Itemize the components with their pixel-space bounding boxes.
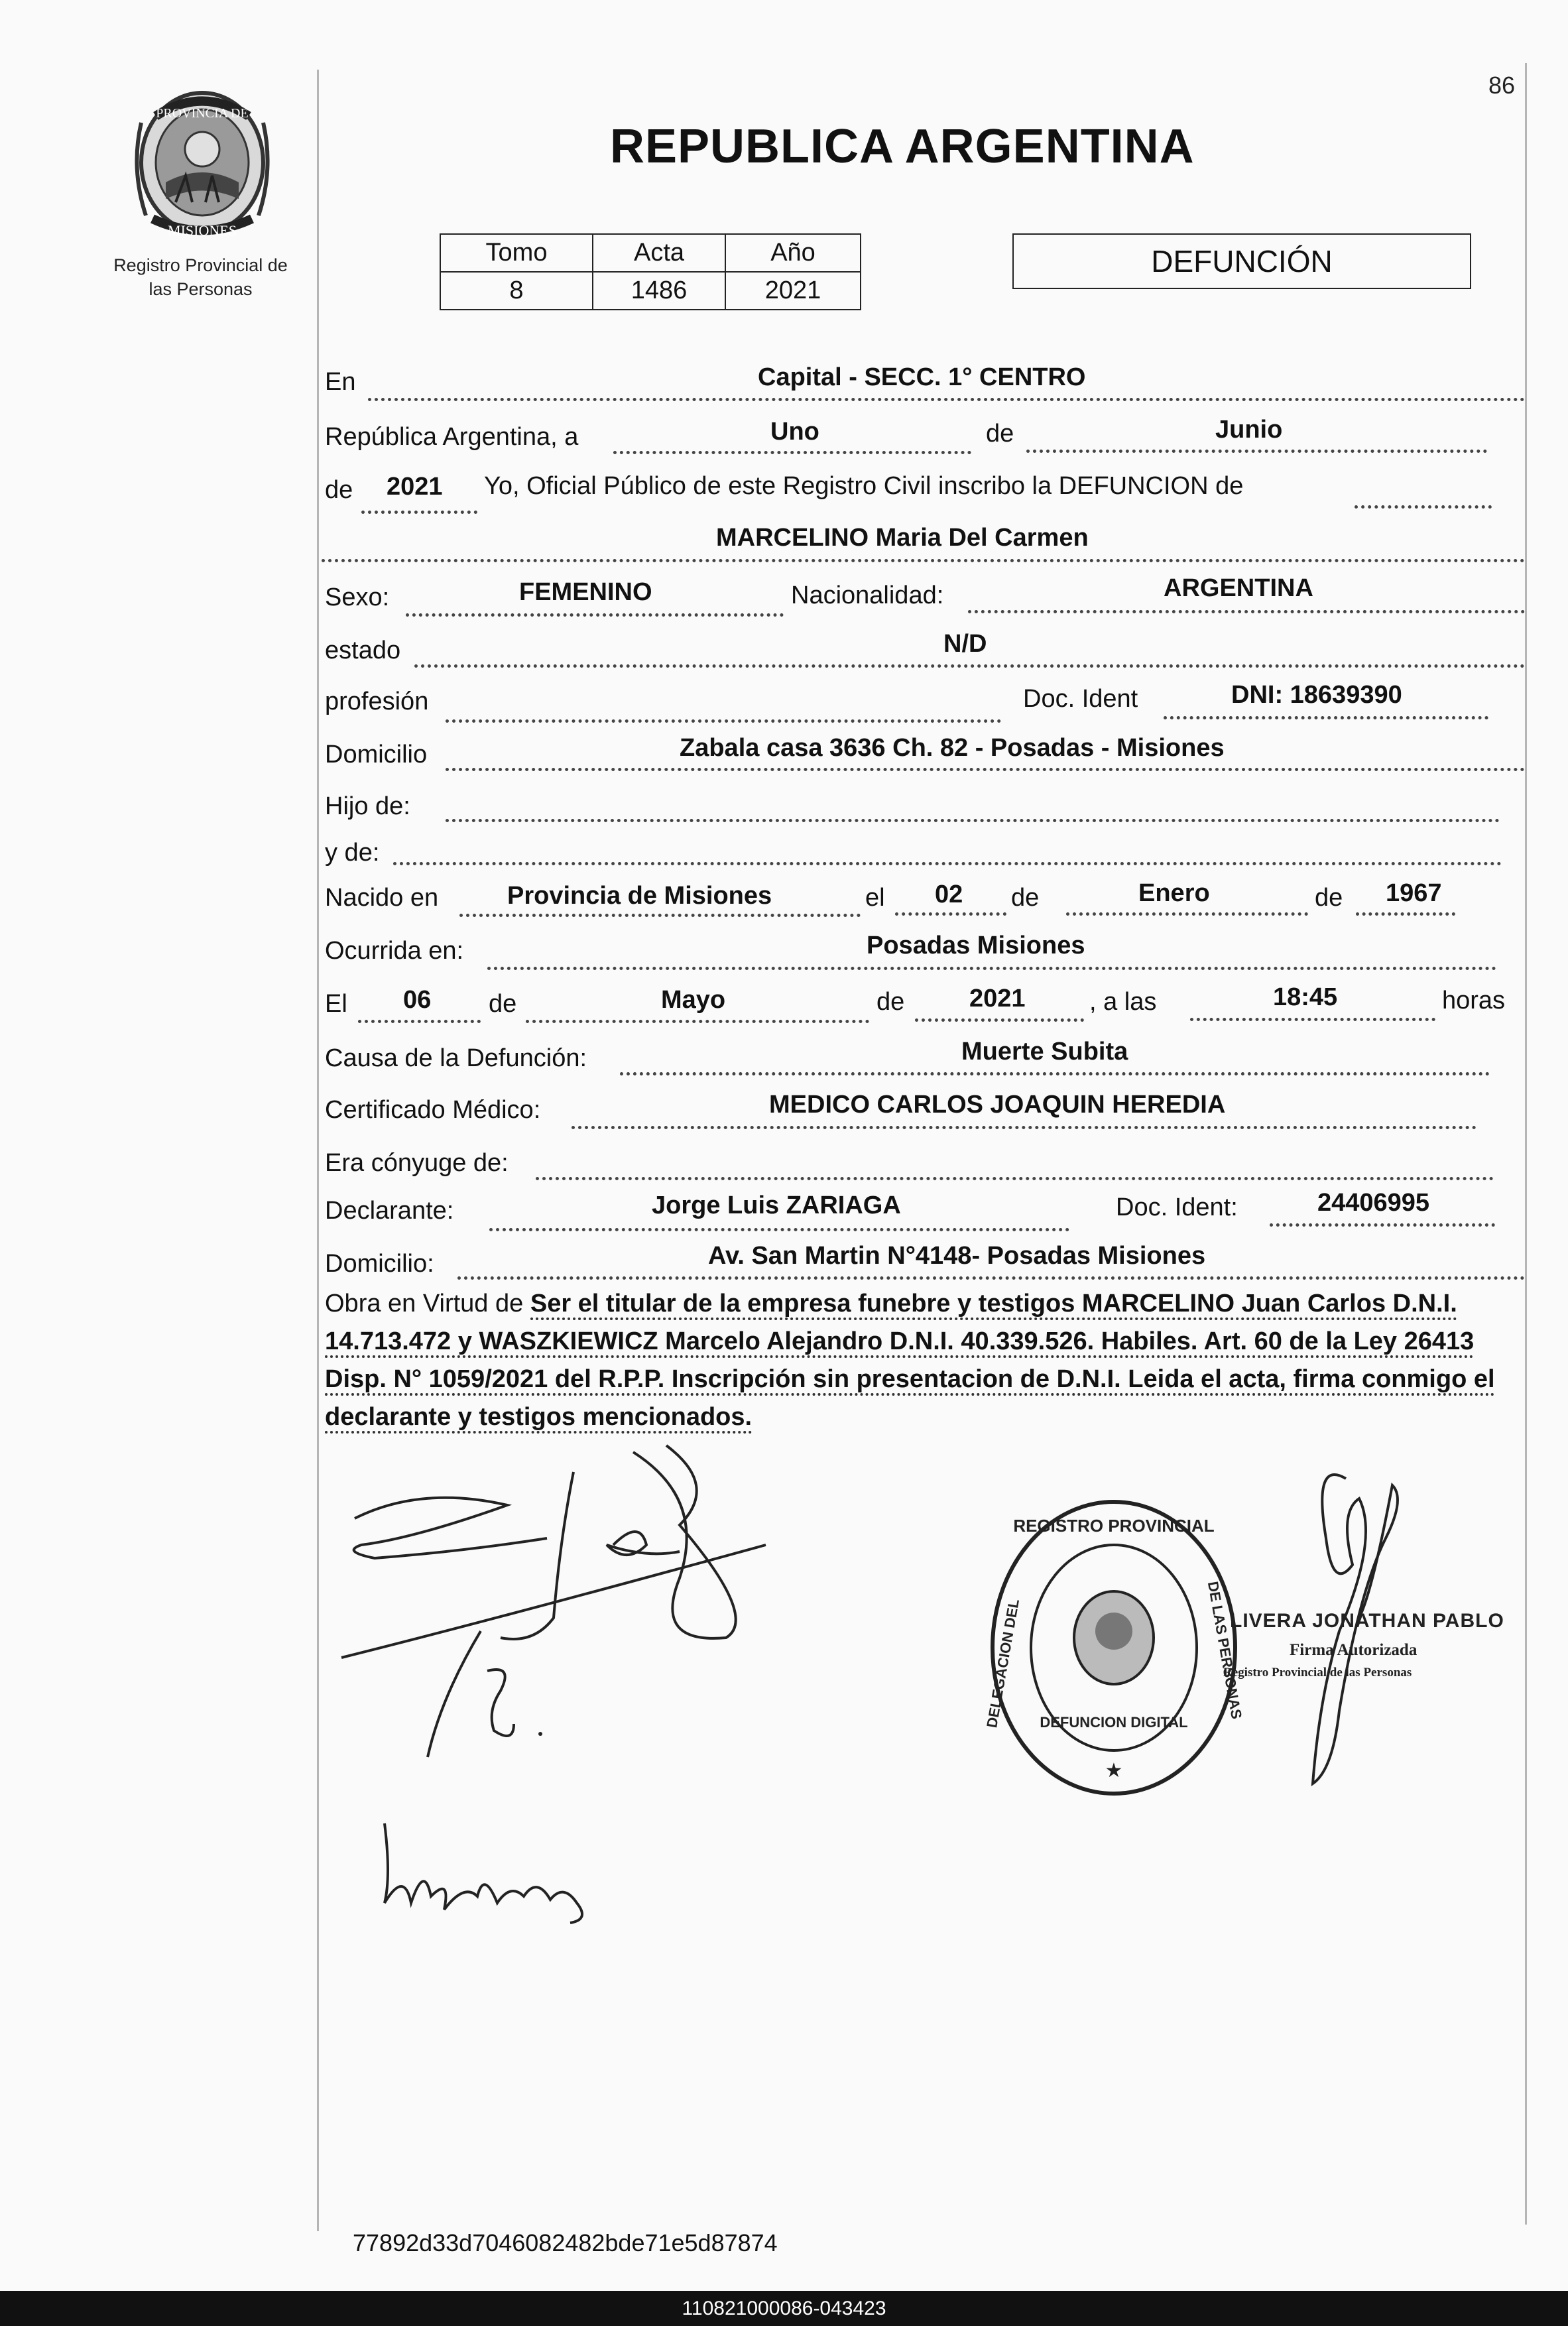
label-ocurrida-en: Ocurrida en: (325, 937, 464, 965)
label-y-de: y de: (325, 839, 380, 867)
label-conyuge: Era cónyuge de: (325, 1149, 509, 1177)
line-domicilio-declarante (457, 1276, 1525, 1280)
label-doc-ident: Doc. Ident (1023, 685, 1138, 713)
registry-line-1: Registro Provincial de (113, 255, 288, 275)
line-ocurrida-en (487, 967, 1496, 970)
label-republica: República Argentina, a (325, 423, 579, 451)
line-profesion (446, 719, 1001, 723)
label-sexo: Sexo: (325, 583, 390, 611)
field-sexo: FEMENINO (519, 578, 652, 606)
line-declarante-doc (1270, 1223, 1495, 1227)
official-stamp (983, 1492, 1253, 1804)
header-tomo: Tomo (440, 234, 593, 272)
stamp-ring-right: DE LAS PERSONAS (1204, 1579, 1245, 1721)
line-nacido-en (459, 914, 861, 917)
field-nac-anio: 1967 (1386, 879, 1442, 907)
label-a-las: , a las (1089, 988, 1157, 1016)
line-def-dia (358, 1020, 481, 1023)
label-nacido-en: Nacido en (325, 884, 439, 912)
header-acta: Acta (593, 234, 725, 272)
registry-line-2: las Personas (149, 279, 253, 299)
field-lugar: Capital - SECC. 1° CENTRO (758, 363, 1086, 391)
field-declarante-doc: 24406995 (1317, 1189, 1430, 1217)
field-def-dia: 06 (403, 986, 432, 1014)
page-title: REPUBLICA ARGENTINA (610, 120, 1195, 173)
line-def-anio (915, 1018, 1084, 1022)
label-hijo-de: Hijo de: (325, 792, 410, 820)
field-nacionalidad: ARGENTINA (1164, 574, 1313, 602)
label-domicilio-declarante: Domicilio: (325, 1250, 434, 1278)
line-domicilio (446, 768, 1525, 771)
stamp-ring-top: REGISTRO PROVINCIAL (1013, 1516, 1215, 1536)
label-el-fecha: El (325, 990, 347, 1018)
field-domicilio: Zabala casa 3636 Ch. 82 - Posadas - Misiones (680, 734, 1225, 762)
line-en (368, 398, 1525, 401)
provincial-seal-icon (129, 83, 275, 249)
label-de-def-mes: de (489, 990, 517, 1018)
line-yo (1355, 505, 1492, 509)
stamp-officer: LIVERA JONATHAN PABLO (1230, 1610, 1504, 1632)
field-domicilio-declarante: Av. San Martin N°4148- Posadas Misiones (708, 1242, 1206, 1270)
line-def-hora (1190, 1018, 1435, 1021)
line-hijo-de (446, 819, 1500, 822)
label-de-anio: de (325, 476, 353, 504)
field-ocurrida-en: Posadas Misiones (867, 932, 1085, 959)
line-anio (361, 511, 477, 514)
field-mes: Junio (1215, 416, 1283, 444)
record-table-header-row (440, 234, 861, 272)
field-def-anio: 2021 (969, 985, 1026, 1012)
line-conyuge (536, 1177, 1494, 1180)
label-declarante: Declarante: (325, 1197, 454, 1225)
field-obra-texto: Ser el titular de la empresa funebre y testigos MARCELINO Juan Carlos D.N.I. 14.713.472 y WASZKIEWICZ Marcelo Alejandro D.N.I. 40.339.526. Habiles. Art. 60 de la Ley 26413 Disp. N° 1059/2021 del R.P.P. Inscripción sin presentacion de D.N.I. Leida el acta, firma conmigo el declarante y testigos mencionados. (325, 1290, 1495, 1434)
witness-signature (378, 1804, 597, 1929)
footer-code: 110821000086-043423 (0, 2291, 1568, 2326)
label-en: En (325, 368, 356, 396)
record-type: DEFUNCIÓN (1012, 233, 1471, 289)
line-nombre (322, 559, 1525, 562)
seal-bottom-text: MISIONES (168, 222, 237, 239)
label-nacionalidad: Nacionalidad: (791, 582, 944, 609)
field-dia: Uno (770, 418, 819, 446)
line-y-de (393, 862, 1502, 865)
label-certificado: Certificado Médico: (325, 1096, 541, 1124)
line-nac-anio (1356, 912, 1455, 916)
seal-top-text: PROVINCIA DE (156, 106, 249, 121)
line-estado (414, 664, 1525, 668)
field-nac-mes: Enero (1138, 879, 1210, 907)
value-tomo: 8 (440, 272, 593, 310)
declarant-signature (335, 1445, 792, 1804)
left-margin-line (317, 70, 319, 2231)
label-domicilio: Domicilio (325, 741, 428, 768)
line-dia (613, 451, 971, 454)
label-obra: Obra en Virtud de (325, 1290, 524, 1317)
label-horas: horas (1442, 987, 1506, 1014)
obra-paragraph (325, 1285, 1525, 1436)
value-anio: 2021 (725, 272, 861, 310)
field-nacido-en: Provincia de Misiones (507, 882, 772, 910)
label-profesion: profesión (325, 688, 429, 715)
line-doc (1164, 716, 1488, 719)
header-anio: Año (725, 234, 861, 272)
line-nac-dia (895, 912, 1006, 916)
field-nac-dia: 02 (935, 881, 963, 908)
label-de-nac-mes: de (1011, 884, 1040, 912)
line-nac-mes (1066, 912, 1308, 916)
label-causa: Causa de la Defunción: (325, 1044, 587, 1072)
registry-name (86, 253, 315, 301)
field-def-hora: 18:45 (1273, 983, 1338, 1011)
line-sexo (406, 613, 784, 617)
value-acta: 1486 (593, 272, 725, 310)
stamp-role: Firma Autorizada (1290, 1641, 1417, 1659)
record-table-value-row (440, 272, 861, 310)
line-nacionalidad (968, 610, 1525, 613)
document-hash: 77892d33d7046082482bde71e5d87874 (353, 2229, 778, 2256)
field-declarante: Jorge Luis ZARIAGA (652, 1192, 901, 1219)
line-causa (620, 1072, 1490, 1075)
field-anio: 2021 (387, 473, 443, 501)
label-yo: Yo, Oficial Público de este Registro Civil inscribo la DEFUNCION de (484, 472, 1244, 500)
label-de-nac-anio: de (1315, 884, 1343, 912)
label-de-mes: de (986, 420, 1014, 448)
label-estado: estado (325, 637, 401, 664)
record-table (440, 233, 861, 310)
line-mes (1026, 450, 1487, 453)
stamp-star-icon: ★ (1105, 1760, 1123, 1782)
line-def-mes (526, 1020, 869, 1023)
stamp-office: Registro Provincial de las Personas (1223, 1666, 1412, 1680)
field-certificado: MEDICO CARLOS JOAQUIN HEREDIA (769, 1091, 1226, 1119)
line-certificado (572, 1126, 1477, 1129)
line-declarante (489, 1228, 1069, 1231)
field-causa: Muerte Subita (961, 1038, 1128, 1066)
label-de-def-anio: de (876, 988, 905, 1016)
field-doc: DNI: 18639390 (1231, 681, 1402, 709)
label-el: el (865, 884, 885, 912)
stamp-ring-left: DELEGACION DEL (983, 1597, 1023, 1729)
page-number: 86 (1488, 72, 1516, 99)
field-def-mes: Mayo (661, 986, 726, 1014)
stamp-inner: DEFUNCION DIGITAL (1040, 1714, 1188, 1731)
field-estado: N/D (943, 630, 987, 658)
right-margin-line (1525, 63, 1527, 2225)
field-nombre: MARCELINO Maria Del Carmen (716, 524, 1089, 552)
label-doc-ident-declarante: Doc. Ident: (1116, 1194, 1238, 1221)
